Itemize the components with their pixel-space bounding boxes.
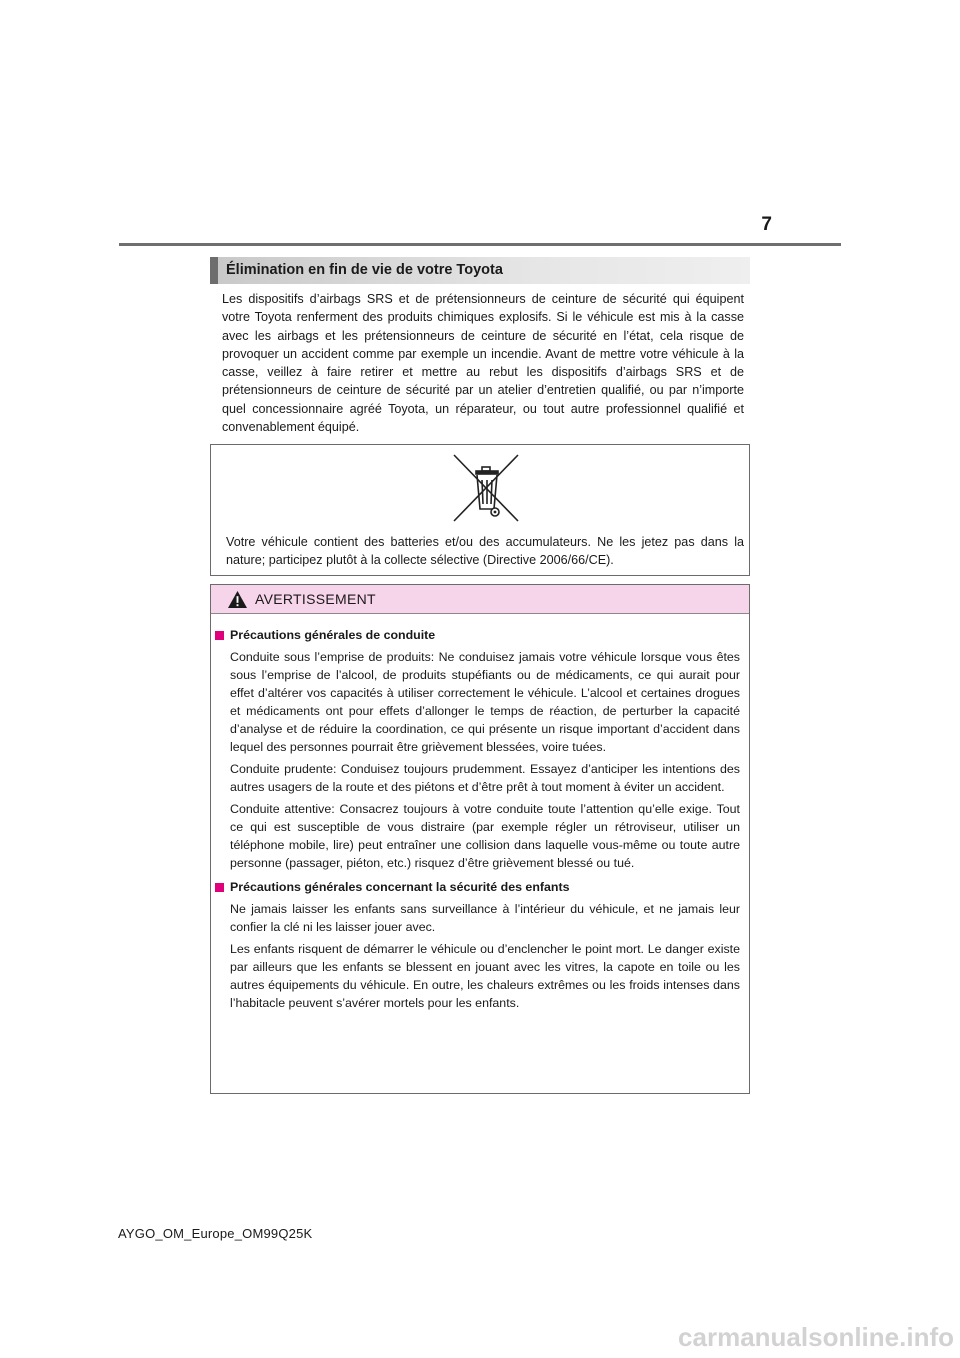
intro-paragraph: Les dispositifs d’airbags SRS et de prétensionneurs de ceinture de sécurité qui équipent votre Toyota renferment des produits chimiques explosifs. Si le véhicule est mis à la casse avec les airbags et les prétensionneurs de ceinture de sécurité en l’état, cela risque de provoquer un accident comme par exemple un incendie. Avant de mettre votre véhicule à la casse, veillez à faire retirer et mettre au rebut les dispositifs d’airbags SRS et de prétensionneurs de ceinture de sécurité par un atelier d’entretien qualifié, ou par n’importe quel concessionnaire agréé Toyota, un réparateur, ou tout autre professionnel qualifié et convenablement équipé. xyxy=(222,292,744,435)
document-footer: AYGO_OM_Europe_OM99Q25K xyxy=(118,1226,313,1241)
warning-subheading xyxy=(211,879,751,896)
warning-header xyxy=(211,585,749,614)
square-bullet-icon xyxy=(215,883,224,892)
recycling-notice-box xyxy=(210,444,750,576)
warning-body xyxy=(211,627,751,1012)
section-heading: Élimination en fin de vie de votre Toyota xyxy=(210,257,750,284)
warning-paragraph: Conduite sous l’emprise de produits: Ne conduisez jamais votre véhicule lorsque vous êtes sous l’emprise de l’alcool, de produits stupéfiants ou de médicaments, ce qui aurait pour effet d’altérer vos capacités à utiliser correctement le véhicule. L’alcool et certaines drogues et médicaments ont pour effets d’allonger le temps de réaction, de perturber la capacité d’analyse et de réduire la coordination, ce qui présente un risque important d’accident dans lequel des personnes pourrait être grièvement blessées, voire tuées. xyxy=(230,650,740,754)
warning-title: AVERTISSEMENT xyxy=(255,591,376,607)
square-bullet-icon xyxy=(215,631,224,640)
crossed-out-wheelie-bin-icon xyxy=(451,453,521,523)
warning-triangle-icon xyxy=(227,590,248,609)
page-number: 7 xyxy=(761,214,772,235)
recycling-text: Votre véhicule contient des batteries et/ou des accumulateurs. Ne les jetez pas dans la nature; participez plutôt à la collecte sélective (Directive 2006/66/CE). xyxy=(226,535,744,568)
warning-paragraph: Conduite prudente: Conduisez toujours prudemment. Essayez d’anticiper les intentions des autres usagers de la route et des piétons et d’être prêt à tout moment à éviter un accident. xyxy=(230,762,740,794)
subheading-text: Précautions générales concernant la sécurité des enfants xyxy=(230,880,570,894)
warning-paragraph: Ne jamais laisser les enfants sans surveillance à l’intérieur du véhicule, et ne jamais leur confier la clé ni les laisser jouer avec. xyxy=(230,902,740,934)
warning-paragraph: Conduite attentive: Consacrez toujours à votre conduite toute l’attention qu’elle exige. Tout ce qui est susceptible de vous distraire (par exemple régler un rétroviseur, utiliser un téléphone mobile, lire) peut entraîner une collision dans laquelle vous-même ou toute autre personne (passager, piéton, etc.) risquez d’être grièvement blessé ou tué. xyxy=(230,802,740,870)
site-watermark[interactable]: carmanualsonline.info xyxy=(678,1322,954,1352)
warning-paragraph: Les enfants risquent de démarrer le véhicule ou d’enclencher le point mort. Le danger existe par ailleurs que les enfants se blessent en jouant avec les vitres, la capote en toile ou les autres équipements du véhicule. En outre, les chaleurs extrêmes ou les froids intenses dans l’habitacle peuvent s’avérer mortels pour les enfants. xyxy=(230,942,740,1010)
warning-subheading xyxy=(211,627,751,644)
subheading-text: Précautions générales de conduite xyxy=(230,628,436,642)
header-rule xyxy=(119,243,841,246)
warning-box xyxy=(210,584,750,1094)
